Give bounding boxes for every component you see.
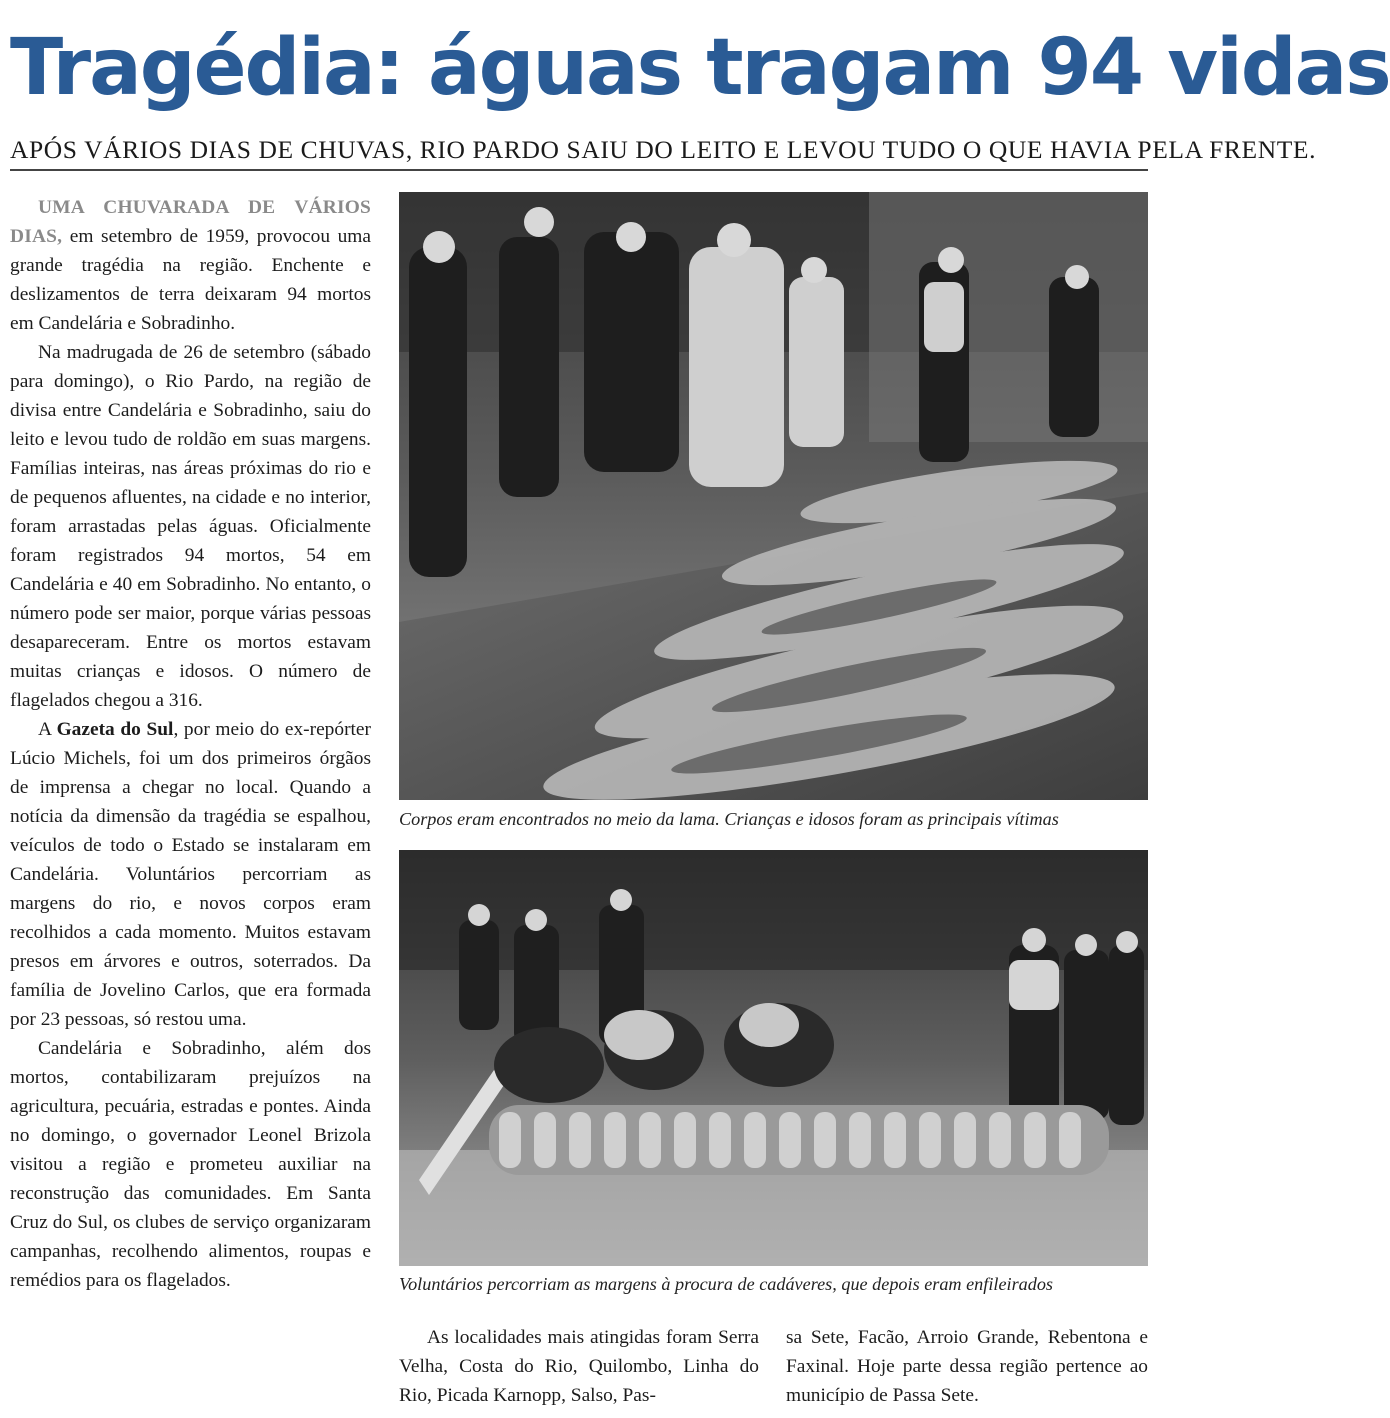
newspaper-name: Gazeta do Sul [56, 719, 174, 740]
photo-volunteers-row-of-bodies [399, 850, 1148, 1266]
photo-bodies-in-mud-graphic [399, 192, 1148, 800]
paragraph-2: Na madrugada de 26 de setembro (sábado para domingo), o Rio Pardo, na região de divisa entre Candelária e Sobradinho, saiu do leito e levou tudo de roldão em suas margens. Famílias inteiras, nas áreas próximas do rio e de pequenos afluentes, na cidade e no interior, foram arrastadas pelas águas. Oficialmente foram registrados 94 mortos, 54 em Candelária e 40 em Sobradinho. No entanto, o número pode ser maior, porque várias pessoas desapareceram. Entre os mortos estavam muitas crianças e idosos. O número de flagelados chegou a 316. [10, 342, 371, 711]
photo-caption-2: Voluntários percorriam as margens à procura de cadáveres, que depois eram enfileirados [399, 1274, 1054, 1294]
photo-volunteers-graphic [399, 850, 1148, 1266]
paragraph-4: Candelária e Sobradinho, além dos mortos, contabilizaram prejuízos na agricultura, pecuária, estradas e pontes. Ainda no domingo, o governador Leonel Brizola visitou a região e prometeu auxiliar na reconstrução das comunidades. Em Santa Cruz do Sul, os clubes de serviço organizaram campanhas, recolhendo alimentos, roupas e remédios para os flagelados. [10, 1038, 371, 1291]
paragraph-5-end: sa Sete, Facão, Arroio Grande, Rebentona e Faxinal. Hoje parte dessa região pertence ao município de Passa Sete. [786, 1327, 1148, 1406]
subheadline: APÓS VÁRIOS DIAS DE CHUVAS, RIO PARDO SAIU DO LEITO E LEVOU TUDO O QUE HAVIA PELA FRENTE. [10, 135, 1317, 164]
paragraph-5-start: As localidades mais atingidas foram Serra Velha, Costa do Rio, Quilombo, Linha do Rio, Picada Karnopp, Salso, Pas- [399, 1327, 759, 1406]
paragraph-1-text: em setembro de 1959, provocou uma grande tragédia na região. Enchente e deslizamentos de terra deixaram 94 mortos em Candelária e Sobradinho. [10, 226, 371, 334]
photo-bodies-in-mud [399, 192, 1148, 800]
headline: Tragédia: águas tragam 94 vidas [10, 23, 1390, 113]
article-column-left [10, 193, 371, 1295]
kicker: UMA CHUVARADA DE VÁRIOS DIAS, [10, 197, 371, 247]
paragraph-3-lead: A [38, 719, 51, 740]
paragraph-3 [10, 715, 371, 1034]
paragraph-1 [10, 193, 371, 338]
photo-caption-1: Corpos eram encontrados no meio da lama. Crianças e idosos foram as principais vítimas [399, 809, 1059, 829]
paragraph-3-text: , por meio do ex-repórter Lúcio Michels, foi um dos primeiros órgãos de imprensa a chegar no local. Quando a notícia da dimensão da tragédia se espalhou, veículos de todo o Estado se instalaram em Candelária. Voluntários percorriam as margens do rio, e novos corpos eram recolhidos a cada momento. Muitos estavam presos em árvores e outros, soterrados. Da família de Jovelino Carlos, que era formada por 23 pessoas, só restou uma. [10, 719, 371, 1030]
article-column-bottom-middle [399, 1323, 759, 1410]
article-column-bottom-right [786, 1323, 1148, 1410]
header-rule [10, 169, 1148, 171]
